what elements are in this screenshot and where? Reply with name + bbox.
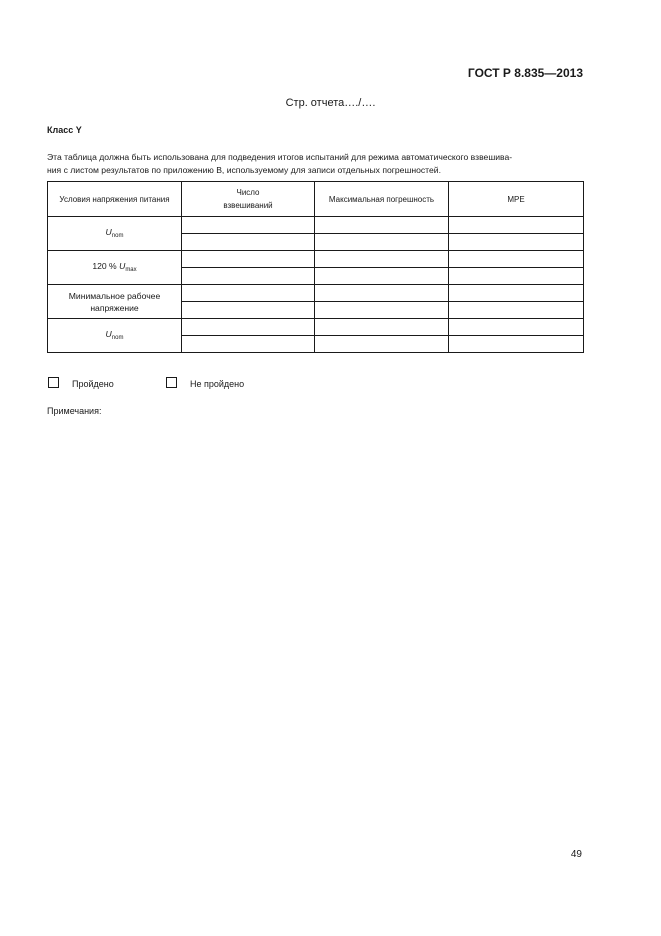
report-page-reference: Стр. отчета…./…. — [285, 97, 376, 109]
intro-paragraph — [47, 151, 585, 177]
header-weighings-count — [182, 182, 315, 217]
condition-subscript: nom — [111, 232, 124, 239]
header-count-line: взвешиваний — [223, 201, 273, 210]
table-row — [48, 319, 584, 336]
max-error-field[interactable] — [315, 217, 449, 234]
condition-cell — [48, 217, 182, 251]
max-error-field[interactable] — [315, 302, 449, 319]
weighings-count-field[interactable] — [182, 319, 315, 336]
condition-symbol: U — [105, 226, 112, 237]
intro-line: Эта таблица должна быть использована для подведения итогов испытаний для режима автоматического взвешива- — [47, 152, 513, 162]
passed-label: Пройдено — [72, 379, 114, 389]
mpe-field[interactable] — [449, 302, 584, 319]
mpe-field[interactable] — [449, 319, 584, 336]
failed-checkbox[interactable] — [166, 377, 177, 388]
passed-option — [48, 377, 114, 389]
class-heading: Класс Y — [47, 125, 82, 135]
max-error-field[interactable] — [315, 319, 449, 336]
mpe-field[interactable] — [449, 234, 584, 251]
max-error-field[interactable] — [315, 336, 449, 353]
condition-prefix: 120 % — [92, 260, 120, 271]
mpe-field[interactable] — [449, 268, 584, 285]
weighings-count-field[interactable] — [182, 268, 315, 285]
header-count-line: Число — [236, 188, 260, 197]
weighings-count-field[interactable] — [182, 336, 315, 353]
weighings-count-field[interactable] — [182, 251, 315, 268]
mpe-field[interactable] — [449, 251, 584, 268]
mpe-field[interactable] — [449, 336, 584, 353]
condition-cell — [48, 251, 182, 285]
condition-line: Минимальное рабочее — [68, 290, 161, 301]
header-max-error: Максимальная погрешность — [315, 182, 449, 217]
notes-label: Примечания: — [47, 406, 102, 416]
table-header-row — [48, 182, 584, 217]
max-error-field[interactable] — [315, 285, 449, 302]
weighings-count-field[interactable] — [182, 302, 315, 319]
weighings-count-field[interactable] — [182, 217, 315, 234]
passed-checkbox[interactable] — [48, 377, 59, 388]
condition-cell — [48, 285, 182, 319]
condition-line: напряжение — [90, 302, 139, 313]
document-code: ГОСТ Р 8.835—2013 — [467, 66, 583, 80]
mpe-field[interactable] — [449, 217, 584, 234]
condition-subscript: max — [125, 266, 137, 273]
mpe-field[interactable] — [449, 285, 584, 302]
page-number: 49 — [570, 849, 582, 860]
header-mpe: MPE — [449, 182, 584, 217]
header-supply-conditions: Условия напряжения питания — [48, 182, 182, 217]
table-row — [48, 251, 584, 268]
condition-symbol: U — [105, 328, 112, 339]
max-error-field[interactable] — [315, 251, 449, 268]
condition-cell — [48, 319, 182, 353]
condition-symbol: U — [119, 260, 126, 271]
failed-label: Не пройдено — [190, 379, 245, 389]
max-error-field[interactable] — [315, 234, 449, 251]
intro-line: ния с листом результатов по приложению B, используемому для записи отдельных погрешностей. — [47, 165, 441, 175]
table-row — [48, 217, 584, 234]
failed-option — [166, 377, 244, 389]
results-table — [47, 181, 584, 353]
condition-subscript: nom — [111, 334, 124, 341]
table-row — [48, 285, 584, 302]
max-error-field[interactable] — [315, 268, 449, 285]
weighings-count-field[interactable] — [182, 285, 315, 302]
weighings-count-field[interactable] — [182, 234, 315, 251]
